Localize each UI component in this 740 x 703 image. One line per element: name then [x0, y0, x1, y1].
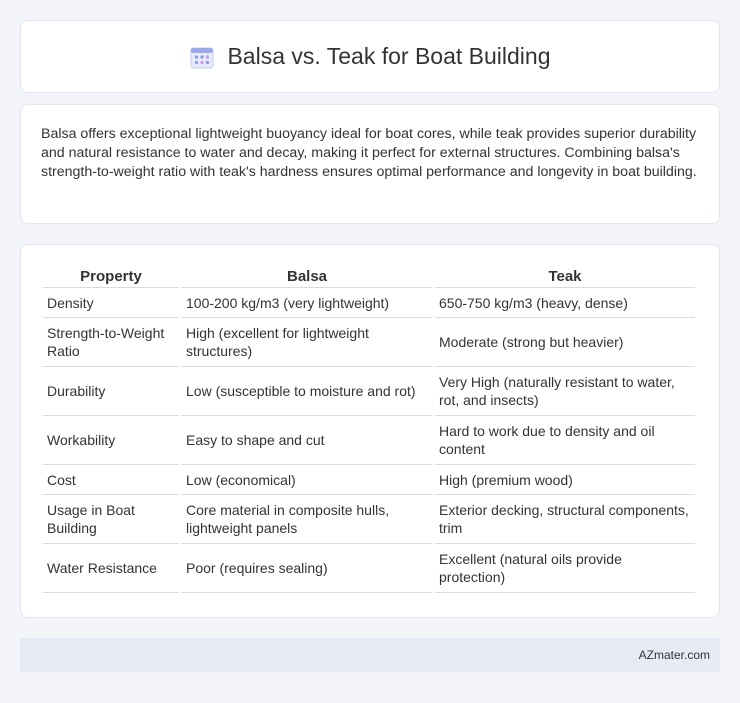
row-balsa-value: Poor (requires sealing) — [182, 544, 432, 593]
table-row — [43, 288, 695, 318]
column-header-balsa: Balsa — [182, 265, 432, 288]
row-teak-value: Hard to work due to density and oil content — [435, 416, 695, 465]
row-balsa-value: Core material in composite hulls, lightweight panels — [182, 495, 432, 544]
table-row — [43, 367, 695, 416]
footer-credit[interactable]: AZmater.com — [638, 648, 710, 662]
row-balsa-value: Low (susceptible to moisture and rot) — [182, 367, 432, 416]
row-property: Workability — [43, 416, 179, 465]
row-balsa-value: High (excellent for lightweight structures) — [182, 318, 432, 367]
header-card — [20, 20, 720, 93]
row-property: Cost — [43, 465, 179, 495]
page-title: Balsa vs. Teak for Boat Building — [227, 43, 551, 69]
row-balsa-value: 100-200 kg/m3 (very lightweight) — [182, 288, 432, 318]
column-header-teak: Teak — [435, 265, 695, 288]
table-row — [43, 544, 695, 593]
summary-text: Balsa offers exceptional lightweight buoyancy ideal for boat cores, while teak provides superior durability and natural resistance to water and decay, making it perfect for external structures. Combining balsa's strength-to-weight ratio with teak's hardness ensures optimal performance and longevity in boat building. — [41, 126, 697, 180]
table-row — [43, 416, 695, 465]
row-teak-value: Moderate (strong but heavier) — [435, 318, 695, 367]
footer — [20, 638, 720, 672]
row-property: Durability — [43, 367, 179, 416]
title-wrap — [189, 43, 550, 70]
row-teak-value: Exterior decking, structural components, trim — [435, 495, 695, 544]
row-teak-value: High (premium wood) — [435, 465, 695, 495]
comparison-table-card — [20, 244, 720, 618]
table-header-row — [43, 265, 695, 288]
row-property: Usage in Boat Building — [43, 495, 179, 544]
row-teak-value: Excellent (natural oils provide protection) — [435, 544, 695, 593]
table-row — [43, 465, 695, 495]
summary-card — [20, 104, 720, 224]
row-teak-value: Very High (naturally resistant to water, rot, and insects) — [435, 367, 695, 416]
row-teak-value: 650-750 kg/m3 (heavy, dense) — [435, 288, 695, 318]
column-header-property: Property — [43, 265, 179, 288]
comparison-table — [40, 265, 698, 593]
row-property: Density — [43, 288, 179, 318]
row-property: Water Resistance — [43, 544, 179, 593]
table-row — [43, 318, 695, 367]
row-property: Strength-to-Weight Ratio — [43, 318, 179, 367]
calendar-grid-icon — [189, 44, 215, 70]
row-balsa-value: Easy to shape and cut — [182, 416, 432, 465]
row-balsa-value: Low (economical) — [182, 465, 432, 495]
table-row — [43, 495, 695, 544]
